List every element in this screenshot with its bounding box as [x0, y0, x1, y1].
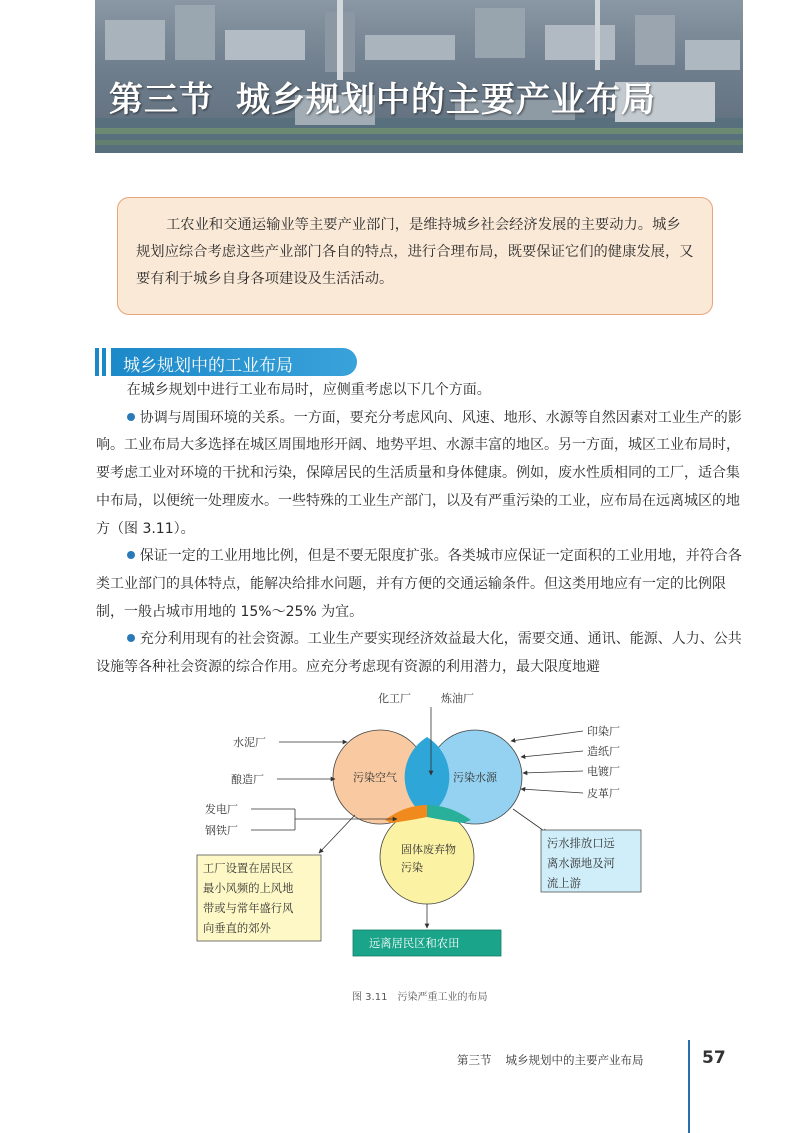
intro-text: 工农业和交通运输业等主要产业部门，是维持城乡社会经济发展的主要动力。城乡规划应综合考虑这些产业部门各自的特点，进行合理布局，既要保证它们的健康发展，又要有利于城乡自身各项建设及生活活动。: [136, 217, 694, 287]
cement-plant-label: 水泥厂: [233, 736, 266, 749]
paper-mill-label: 造纸厂: [587, 745, 620, 758]
section-tab: [111, 348, 357, 376]
lead-paragraph: 在城乡规划中进行工业布局时，应侧重考虑以下几个方面。: [126, 382, 491, 398]
power-plant-label: 发电厂: [205, 803, 238, 816]
water-solution-line-3: 流上游: [547, 877, 581, 890]
tannery-label: 皮革厂: [587, 787, 620, 800]
solid-label-2: 污染: [401, 861, 423, 874]
section-number: 第三节: [109, 80, 214, 120]
bullet-icon: [127, 634, 135, 642]
refinery-label: 炼油厂: [441, 692, 474, 705]
page-number: 57: [702, 1048, 726, 1068]
figure-number: 图 3.11: [352, 992, 388, 1003]
bullet-icon: [127, 413, 135, 421]
section-title: 城乡规划中的主要产业布局: [236, 80, 656, 120]
air-solution-line-1: 工厂设置在居民区: [203, 862, 294, 875]
air-solution-line-2: 最小风频的上风地: [203, 882, 294, 895]
solid-solution-text: 远离居民区和农田: [369, 937, 460, 950]
air-label: 污染空气: [353, 771, 397, 784]
brewery-label: 酿造厂: [231, 773, 264, 786]
water-label: 污染水源: [453, 771, 497, 784]
bullet-icon: [127, 551, 135, 559]
body-text: [96, 377, 746, 682]
water-solution-line-2: 离水源地及河: [547, 857, 615, 870]
paragraph-2: 保证一定的工业用地比例，但是不要无限度扩张。各类城市应保证一定面积的工业用地，并符合各类工业部门的具体特点，能解决给排水问题，并有方便的交通运输条件。但这类用地应有一定的比例限制，一般占城市用地的 15%～25% 为宜。: [96, 548, 742, 620]
paragraph-3: 充分利用现有的社会资源。工业生产要实现经济效益最大化，需要交通、通讯、能源、人力、公共设施等各种社会资源的综合作用。应充分考虑现有资源的利用潜力，最大限度地避: [96, 631, 742, 676]
chapter-title: [109, 72, 656, 121]
figure-caption-text: 污染严重工业的布局: [397, 992, 488, 1003]
dyeing-plant-label: 印染厂: [587, 725, 620, 738]
footer-section-title: 城乡规划中的主要产业布局: [505, 1053, 644, 1067]
solid-waste-circle: [380, 810, 474, 904]
figure-caption: [352, 988, 487, 1003]
footer-section-number: 第三节: [457, 1053, 492, 1067]
running-footer: [457, 1052, 644, 1068]
pollution-layout-diagram: [195, 685, 655, 975]
water-solution-line-1: 污水排放口远: [547, 837, 615, 850]
plating-plant-label: 电镀厂: [587, 765, 620, 778]
section-heading: [95, 344, 365, 378]
air-solution-line-4: 向垂直的郊外: [203, 922, 271, 935]
solid-label-1: 固体废弃物: [401, 843, 456, 856]
intro-box: [117, 197, 713, 315]
chemical-plant-label: 化工厂: [378, 692, 411, 705]
heading-bars-decoration: [95, 348, 109, 376]
section-heading-text: 城乡规划中的工业布局: [123, 356, 293, 376]
steel-plant-label: 钢铁厂: [205, 824, 238, 837]
chapter-banner: [95, 0, 743, 153]
footer-divider: [688, 1040, 690, 1133]
paragraph-1: 协调与周围环境的关系。一方面，要充分考虑风向、风速、地形、水源等自然因素对工业生产的影响。工业布局大多选择在城区周围地形开阔、地势平坦、水源丰富的地区。另一方面，城区工业布局时，要考虑工业对环境的干扰和污染，保障居民的生活质量和身体健康。例如，废水性质相同的工厂，适合集中布局，以便统一处理废水。一些特殊的工业生产部门，以及有严重污染的工业，应布局在远离城区的地方（图 3.11）。: [96, 409, 742, 537]
air-solution-line-3: 带或与常年盛行风: [203, 902, 294, 915]
